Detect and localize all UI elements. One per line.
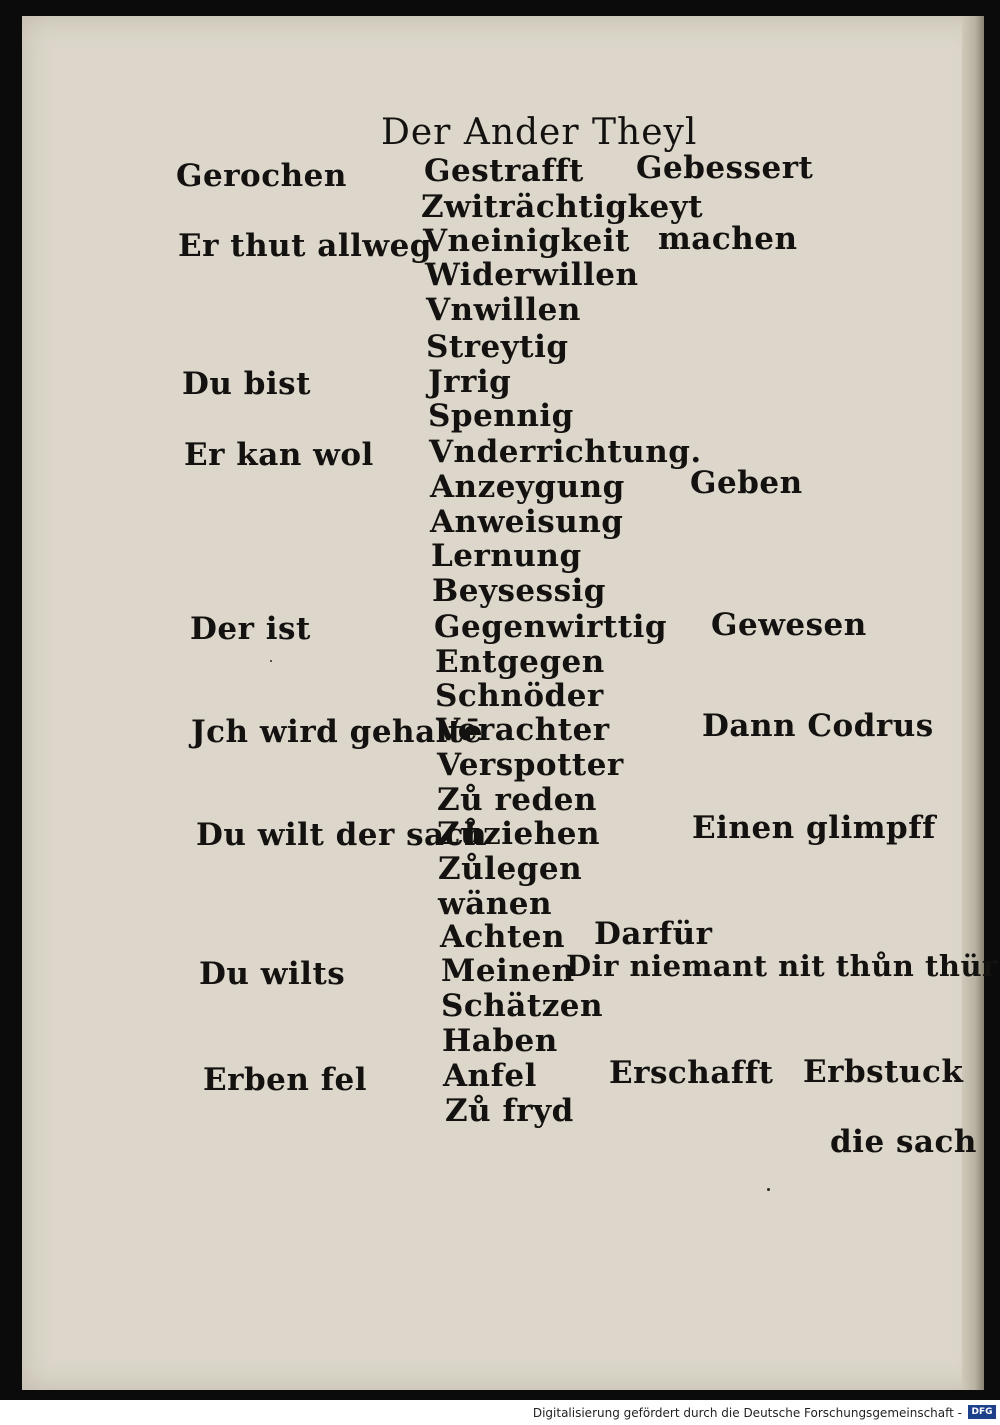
right-entry: Geben — [690, 465, 803, 501]
middle-entry: Beysessig — [432, 573, 606, 609]
middle-entry: Lernung — [431, 538, 582, 574]
middle-entry: Zů reden — [437, 782, 597, 818]
right-entry: Erbstuck — [803, 1054, 964, 1090]
middle-entry: Zůlegen — [438, 851, 583, 887]
right-entry: Darfür — [594, 916, 713, 952]
left-entry: Er thut allweg — [178, 228, 432, 264]
left-entry: Gerochen — [176, 158, 347, 194]
middle-entry: wänen — [438, 886, 553, 922]
left-entry: Du bist — [182, 366, 311, 402]
middle-entry: Anweisung — [430, 504, 624, 540]
right-entry: Dann Codrus — [702, 708, 934, 744]
right-entry: machen — [658, 221, 798, 257]
middle-entry: Widerwillen — [425, 257, 639, 293]
right-entry: Einen glimpff — [692, 810, 936, 846]
middle-entry: Vnderrichtung. — [429, 434, 702, 470]
middle-entry: Vneinigkeit — [423, 223, 630, 259]
right-entry: Dir niemant nit thůn thür — [566, 949, 998, 983]
middle-entry: Verachter — [436, 712, 610, 748]
middle-entry: Achten — [440, 919, 566, 955]
middle-entry: Anzeygung — [430, 469, 625, 505]
right-entry: Erschafft — [609, 1055, 774, 1091]
middle-entry: Verspotter — [437, 747, 624, 783]
middle-entry: Spennig — [428, 398, 574, 434]
left-entry: Der ist — [190, 611, 311, 647]
middle-entry: Streytig — [426, 329, 569, 365]
left-entry: Erben fel — [203, 1062, 368, 1098]
right-entry: Gebessert — [636, 150, 814, 186]
footer-credit: Digitalisierung gefördert durch die Deutsche Forschungsgemeinschaft - — [532, 1406, 962, 1420]
dfg-logo-icon: DFG — [968, 1405, 996, 1419]
ink-speck — [767, 1188, 770, 1191]
footer-bar — [0, 1400, 1000, 1425]
middle-entry: Haben — [442, 1023, 558, 1059]
right-entry: die sach — [830, 1124, 977, 1160]
middle-entry: Zwiträchtigkeyt — [421, 189, 704, 225]
middle-entry: Jrrig — [428, 364, 512, 400]
middle-entry: Zů fryd — [445, 1093, 574, 1129]
right-entry: Gewesen — [711, 607, 867, 643]
page-heading: Der Ander Theyl — [381, 112, 698, 153]
left-entry: Jch wird gehaltē — [191, 714, 483, 750]
middle-entry: Zůziehen — [437, 816, 601, 852]
page-gutter — [962, 16, 984, 1390]
ink-speck — [270, 660, 272, 662]
middle-entry: Gegenwirttig — [434, 609, 668, 645]
middle-entry: Entgegen — [435, 644, 605, 680]
middle-entry: Vnwillen — [426, 292, 581, 328]
left-entry: Er kan wol — [184, 437, 374, 473]
middle-entry: Schätzen — [441, 988, 604, 1024]
left-entry: Du wilt der sach — [196, 817, 488, 853]
middle-entry: Anfel — [443, 1058, 537, 1094]
middle-entry: Schnöder — [435, 678, 604, 714]
left-entry: Du wilts — [199, 956, 346, 992]
middle-entry: Gestrafft — [424, 153, 584, 189]
middle-entry: Meinen — [441, 953, 575, 989]
